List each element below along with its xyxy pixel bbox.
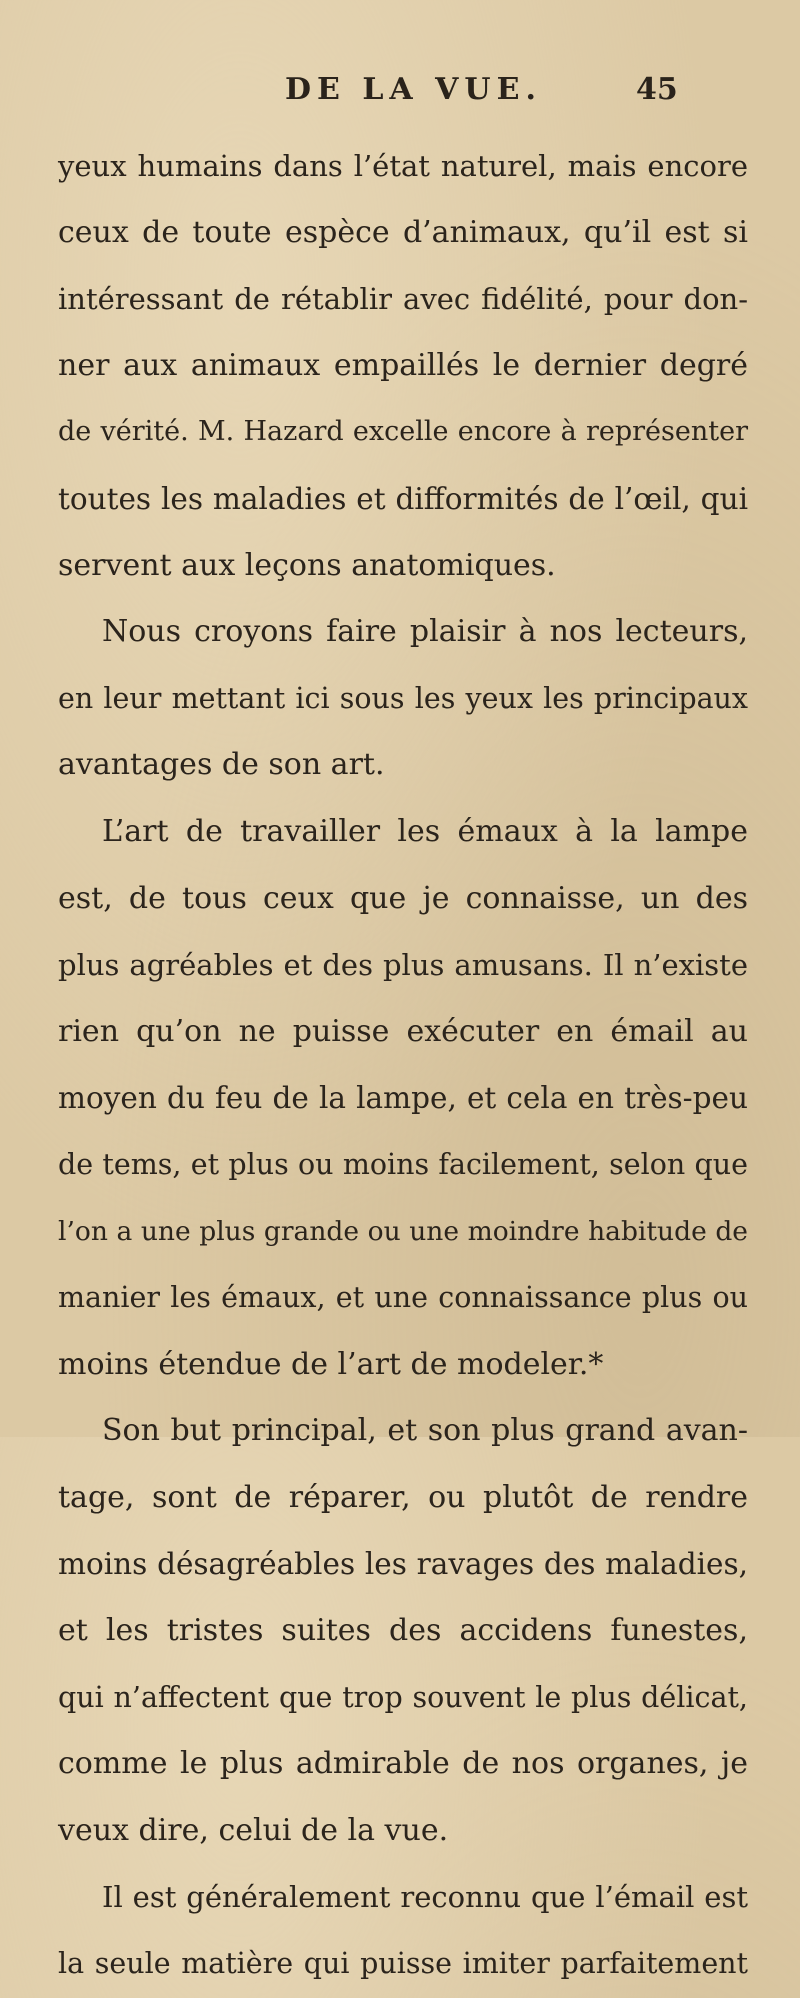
text-line: et les tristes suites des accidens funestes, xyxy=(58,1613,748,1649)
text-line: Son but principal, et son plus grand avan- xyxy=(102,1413,748,1449)
text-line: en leur mettant ici sous les yeux les principaux xyxy=(58,681,748,715)
text-line: servent aux leçons anatomiques. xyxy=(58,547,556,583)
text-line: ner aux animaux empaillés le dernier degré xyxy=(58,347,748,383)
text-line: l’on a une plus grande ou une moindre habitude de xyxy=(58,1215,748,1247)
text-line: intéressant de rétablir avec fidélité, pour don- xyxy=(58,282,748,317)
body-text xyxy=(58,133,748,1998)
text-line: moyen du feu de la lampe, et cela en très-peu xyxy=(58,1081,748,1116)
text-line: veux dire, celui de la vue. xyxy=(58,1812,449,1848)
text-line: moins étendue de l’art de modeler.* xyxy=(58,1346,604,1382)
text-line: comme le plus admirable de nos organes, je xyxy=(58,1746,748,1782)
text-line: qui n’affectent que trop souvent le plus délicat, xyxy=(58,1680,748,1714)
text-line: est, de tous ceux que je connaisse, un des xyxy=(58,880,748,916)
text-line: tage, sont de réparer, ou plutôt de rendre xyxy=(58,1479,748,1515)
text-line: ceux de toute espèce d’animaux, qu’il est si xyxy=(58,214,748,250)
text-line: manier les émaux, et une connaissance plus ou xyxy=(58,1281,748,1315)
text-line: yeux humains dans l’état naturel, mais encore xyxy=(58,149,748,183)
text-line: L’art de travailler les émaux à la lampe xyxy=(102,813,748,849)
running-head xyxy=(0,72,800,116)
text-line: de vérité. M. Hazard excelle encore à représenter xyxy=(58,416,748,448)
text-line: Nous croyons faire plaisir à nos lecteurs, xyxy=(102,614,748,650)
page-number: 45 xyxy=(636,72,678,107)
text-line: Il est généralement reconnu que l’émail est xyxy=(102,1880,748,1915)
text-line: rien qu’on ne puisse exécuter en émail au xyxy=(58,1013,748,1049)
text-line: de tems, et plus ou moins facilement, selon que xyxy=(58,1147,748,1181)
text-line: toutes les maladies et difformités de l’œil, qui xyxy=(58,481,748,516)
text-line: plus agréables et des plus amusans. Il n’existe xyxy=(58,948,748,983)
text-line: moins désagréables les ravages des maladies, xyxy=(58,1547,748,1582)
text-line: la seule matière qui puisse imiter parfaitement xyxy=(58,1947,748,1981)
running-title: DE LA VUE. xyxy=(285,72,542,107)
text-line: avantages de son art. xyxy=(58,747,385,783)
